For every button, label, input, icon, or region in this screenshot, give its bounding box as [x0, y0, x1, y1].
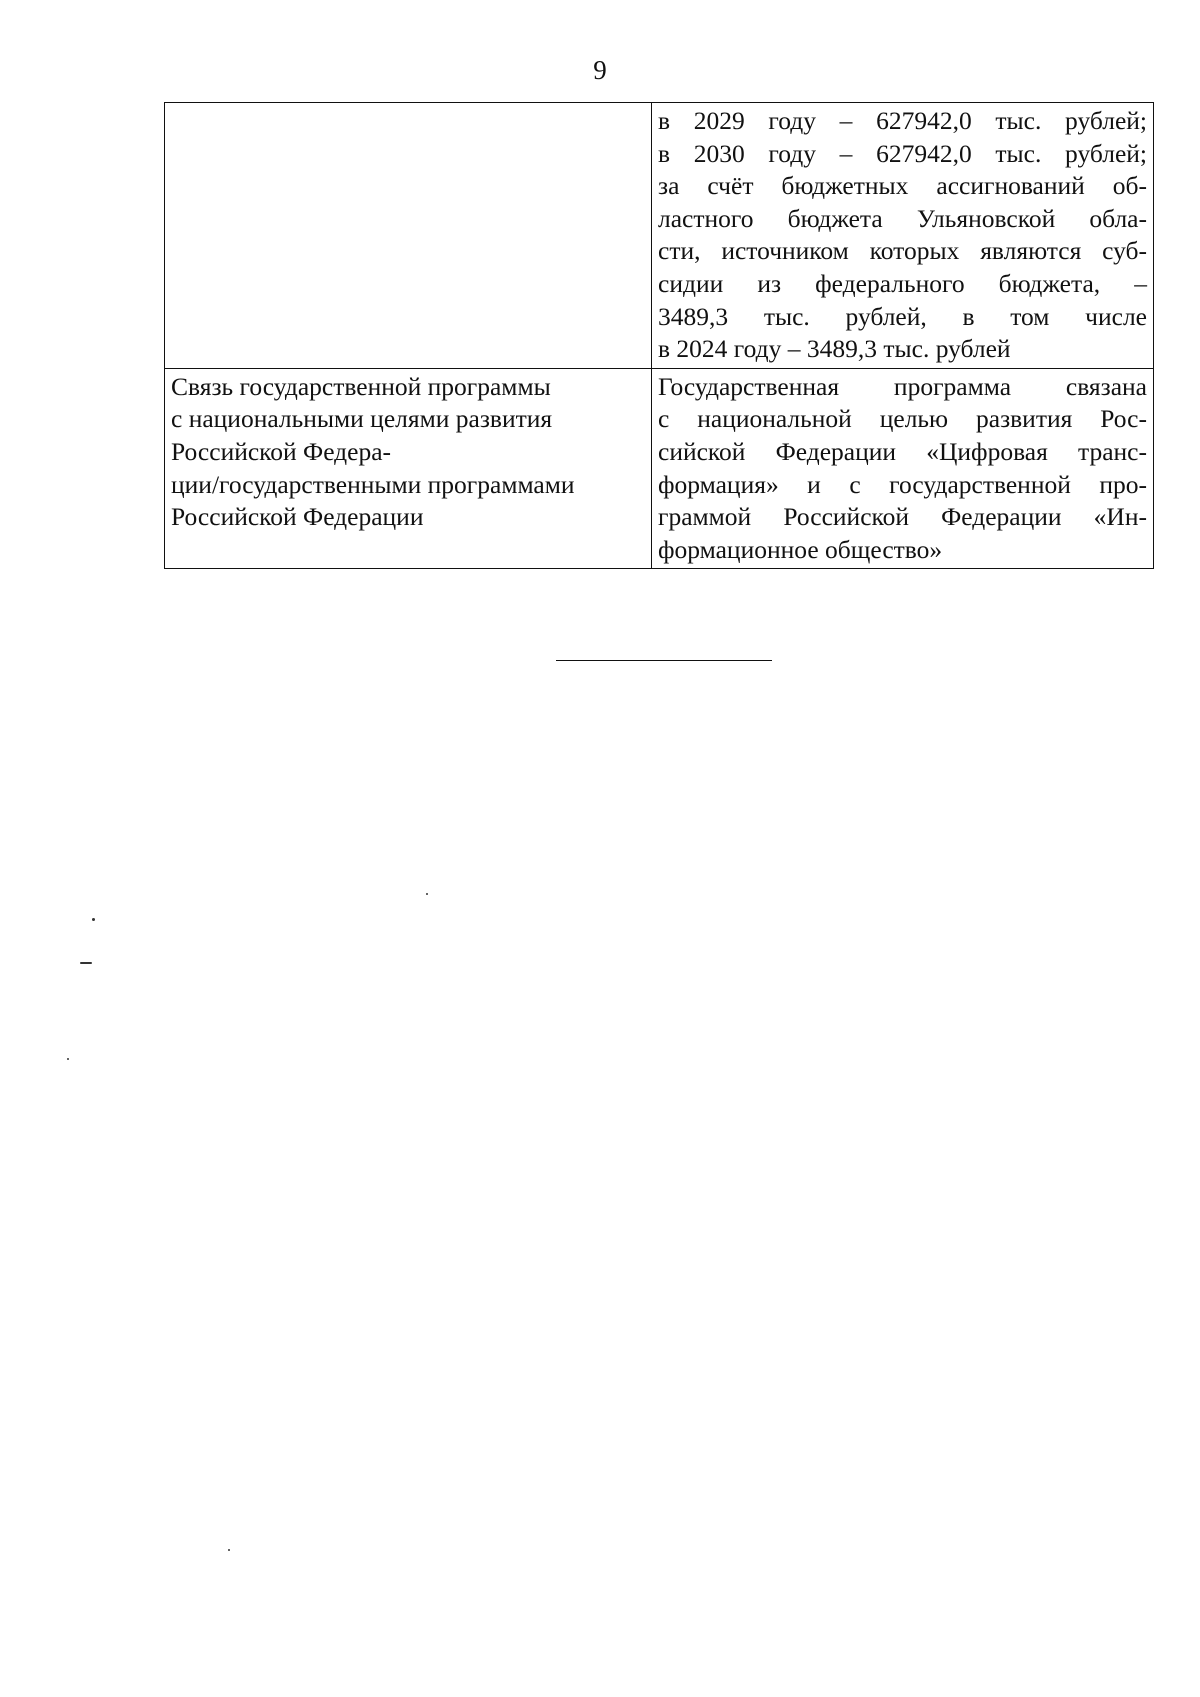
- row-1-value-cell: [652, 103, 1154, 369]
- scan-speck: [80, 962, 92, 964]
- scan-speck: [92, 918, 95, 921]
- program-passport-table: [164, 102, 1154, 569]
- scan-speck: [426, 893, 428, 895]
- table-cell-line: в 2024 году – 3489,3 тыс. рублей: [658, 334, 1011, 364]
- table-cell-line: ции/государственными программами: [171, 469, 575, 499]
- table-cell-line: сти, источником которых являются суб-: [658, 236, 1147, 266]
- row-1-label-cell: [165, 103, 652, 369]
- table-cell-line: ластного бюджета Ульяновской обла-: [658, 203, 1147, 233]
- end-of-document-rule: [556, 660, 772, 661]
- table-cell-line: сидии из федерального бюджета, –: [658, 268, 1147, 298]
- table-cell-line: Российской Федерации: [171, 502, 424, 532]
- table-cell-line: за счёт бюджетных ассигнований об-: [658, 171, 1147, 201]
- row-2-value-cell: [652, 368, 1154, 569]
- page-number: 9: [593, 55, 607, 85]
- table-cell-line: Связь государственной программы: [171, 371, 551, 401]
- table-cell-line: формация» и с государственной про-: [658, 469, 1147, 499]
- table-cell-line: сийской Федерации «Цифровая транс-: [658, 436, 1147, 466]
- table-cell-line: граммой Российской Федерации «Ин-: [658, 502, 1147, 532]
- scan-speck: [67, 1058, 69, 1060]
- scan-speck: [228, 1549, 230, 1551]
- row-2-label-cell: [165, 368, 652, 569]
- table-cell-line: 3489,3 тыс. рублей, в том числе: [658, 301, 1147, 331]
- table-row: [165, 368, 1154, 569]
- table-cell-line: с национальными целями развития: [171, 404, 553, 434]
- table-cell-line: в 2030 году – 627942,0 тыс. рублей;: [658, 138, 1147, 168]
- table-cell-line: формационное общество»: [658, 534, 943, 564]
- table-cell-line: с национальной целью развития Рос-: [658, 404, 1147, 434]
- table-cell-line: в 2029 году – 627942,0 тыс. рублей;: [658, 106, 1147, 135]
- table-cell-line: Государственная программа связана: [658, 371, 1147, 401]
- table-cell-line: Российской Федера-: [171, 436, 392, 466]
- table-row: [165, 103, 1154, 369]
